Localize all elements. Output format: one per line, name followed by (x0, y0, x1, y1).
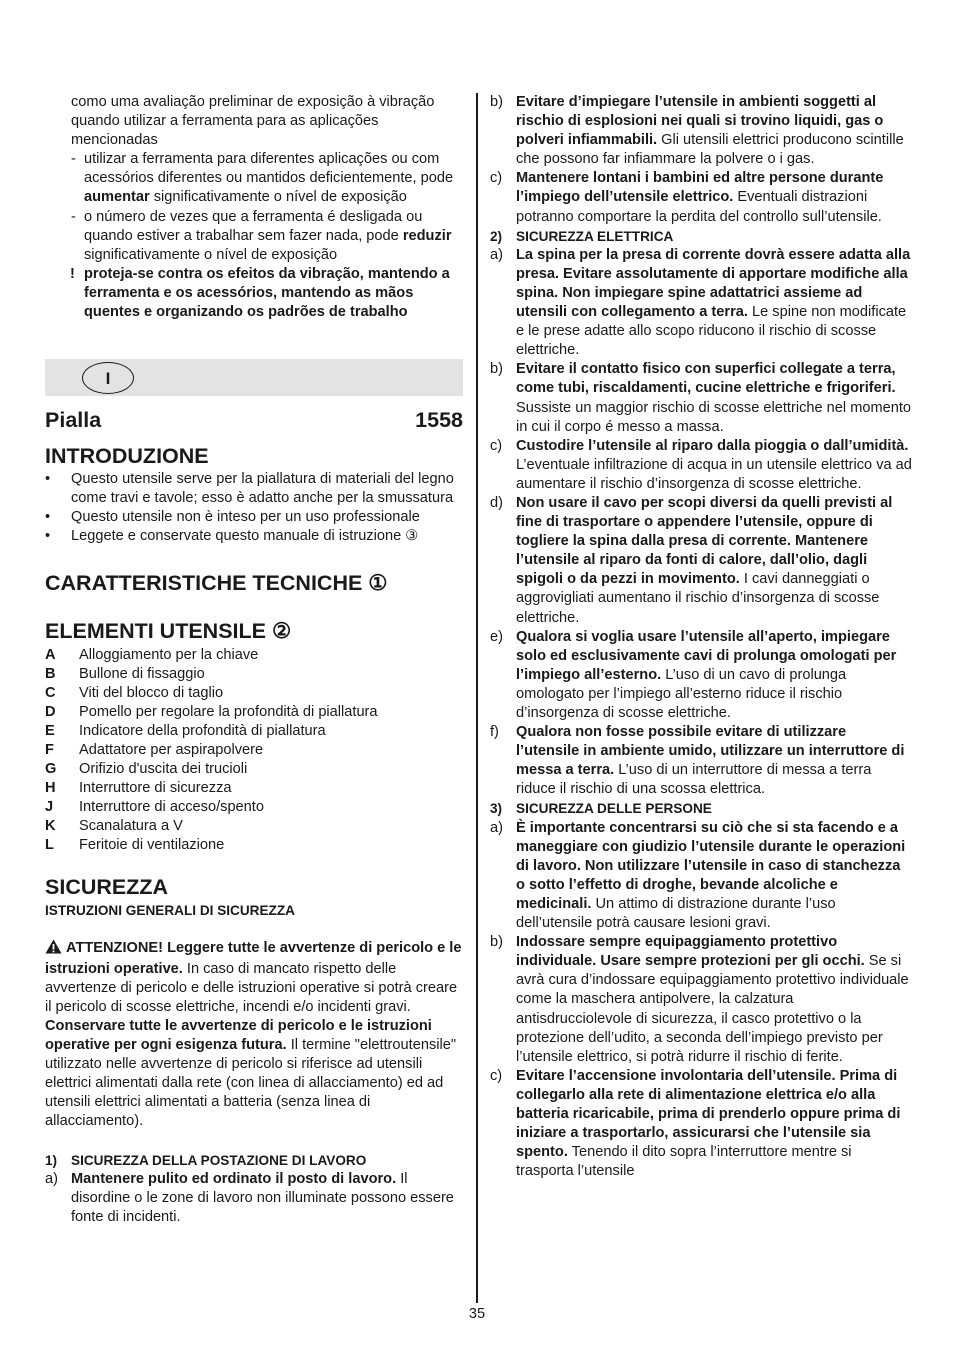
specs-heading: CARATTERISTICHE TECNICHE ① (45, 570, 388, 595)
part-item (45, 703, 463, 722)
item-label: d) (490, 494, 503, 511)
part-text: Alloggiamento per la chiave (79, 646, 259, 663)
part-letter: L (45, 837, 54, 854)
section-number: 3) (490, 801, 503, 817)
part-letter: E (45, 722, 55, 739)
pt-dash-bold: reduzir (402, 227, 452, 244)
part-text: Indicatore della profondità di piallatura (79, 722, 326, 739)
item-bold: Indossare sempre equipaggiamento protettivo individuale. Usare sempre protezioni per gli occhi. (516, 934, 865, 970)
language-bar (45, 359, 463, 396)
item-label: e) (490, 628, 503, 645)
item-text: Gli utensili elettrici producono scintille che possono far infiammare la polvere o i gas. (516, 132, 904, 168)
column-divider (476, 93, 478, 1303)
item-bold: È importante concentrarsi su ciò che si sta facendo e a maneggiare con giudizio l’utensile durante le operazioni di lavoro. Non utilizzare l’utensile in caso di stanchezza o sotto l’effetto di droghe, bevande alcoliche e medicinali. (516, 819, 906, 912)
pt-warning-text: proteja-se contra os efeitos da vibração, mantendo a ferramenta e os acessórios, mantendo as mãos quentes e organizando os padrões de trabalho (84, 265, 450, 321)
part-letter: B (45, 665, 56, 682)
electrical-item-f (490, 723, 912, 799)
intro-bullet-text: Questo utensile non è inteso per un uso professionale (71, 509, 420, 526)
intro-bullet-text: Leggete e conservate questo manuale di istruzione ③ (71, 528, 419, 545)
general-safety-subheading: ISTRUZIONI GENERALI DI SICUREZZA (45, 902, 295, 918)
item-text: Le spine non modificate e le prese adatte allo scopo riducono il rischio di scosse elettriche. (516, 304, 907, 359)
item-text: Se si avrà cura d’indossare equipaggiamento protettivo individuale come la maschera antipolvere, la calzatura antisdrucciolevole di sicurezza, il casco protettivo o la protezione dell’udito, a seconda dell’impiego previsto per l’utensile elettrico, si potrà ridurre il rischio di ferite. (516, 953, 909, 1065)
electrical-item-d (490, 494, 912, 628)
item-label: b) (490, 361, 503, 378)
part-text: Bullone di fissaggio (79, 665, 205, 682)
intro-bullet (45, 527, 463, 546)
part-item (45, 646, 463, 665)
pt-dash-text: o número de vezes que a ferramenta é desligada ou quando estiver a trabalhar sem fazer nada, pode (84, 208, 423, 244)
part-item (45, 836, 463, 855)
electrical-safety-subheading (490, 227, 912, 246)
bullet-marker: • (45, 509, 51, 526)
item-label: c) (490, 170, 503, 187)
electrical-item-e (490, 628, 912, 723)
item-label: b) (490, 934, 503, 951)
part-letter: J (45, 799, 54, 816)
part-item (45, 665, 463, 684)
electrical-item-c (490, 437, 912, 494)
part-letter: F (45, 741, 54, 758)
warning-bold-2: Conservare tutte le avvertenze di pericolo e le istruzioni operative per ogni esigenza futura. (45, 1018, 432, 1054)
item-text: Un attimo di distrazione durante l’uso dell’utensile potrà causare lesioni gravi. (516, 895, 836, 932)
item-bold: Evitare d’impiegare l’utensile in ambienti soggetti al rischio di esplosioni nei quali si trovino liquidi, gas o polveri infiammabili. (516, 94, 884, 149)
pt-dash-text: significativamente o nível de exposição (149, 189, 407, 206)
item-bold: Evitare il contatto fisico con superfici collegate a terra, come tubi, riscaldamenti, cucine elettriche e frigoriferi. (516, 361, 896, 397)
item-bold: Mantenere pulito ed ordinato il posto di lavoro. (71, 1170, 397, 1187)
product-number: 1558 (415, 408, 463, 433)
part-letter: C (45, 684, 56, 701)
item-bold: La spina per la presa di corrente dovrà essere adatta alla presa. Evitare assolutamente di apportare modifiche alla spina. Non impiegare spine adattatrici assieme ad utensili con collegamento a terra. (516, 246, 911, 321)
pt-dash-item (45, 150, 463, 207)
item-bold: Evitare l’accensione involontaria dell’utensile. Prima di collegarlo alla rete di alimentazione elettrica e/o alla batteria ricaricabile, prima di prenderlo oppure prima di iniziare a trasportarlo, assicurarsi che l’utensile sia spento. (516, 1067, 901, 1161)
intro-list (45, 470, 463, 546)
elements-heading: ELEMENTI UTENSILE ② (45, 618, 292, 643)
pt-warning-item (45, 265, 463, 322)
part-item (45, 798, 463, 817)
parts-list (45, 646, 463, 856)
item-bold: Mantenere lontani i bambini ed altre persone durante l’impiego dell’utensile elettrico. (516, 170, 884, 206)
exclamation-marker: ! (70, 265, 75, 282)
dash-marker: - (71, 208, 76, 225)
safety-heading: SICUREZZA (45, 874, 169, 899)
item-text: I cavi danneggiati o aggrovigliati aumentano il rischio d’insorgenza di scosse elettriche. (516, 571, 880, 626)
section-title: SICUREZZA DELLA POSTAZIONE DI LAVORO (71, 1152, 367, 1168)
item-bold: Non usare il cavo per scopi diversi da quelli previsti al fine di trasportare o appendere l’utensile, oppure di togliere la spina dalla presa di corrente. Mantenere l’utensile al riparo da fonti di calore, dall’olio, dagli spigoli o da pezzi in movimento. (516, 494, 893, 588)
warning-text-1: In caso di mancato rispetto delle avvertenze di pericolo e delle istruzioni operative si potrà creare il pericolo di scosse elettriche, incendi e/o incidenti gravi. (45, 960, 458, 1015)
item-text: Il disordine o le zone di lavoro non illuminate possono essere fonte di incidenti. (71, 1170, 454, 1225)
dash-marker: - (71, 151, 76, 168)
personal-item-b (490, 933, 912, 1067)
section-number: 2) (490, 228, 503, 244)
product-title-line (45, 406, 463, 434)
electrical-item-b (490, 360, 912, 436)
item-text: Tenendo il dito sopra l’interruttore mentre si trasporta l’utensile (516, 1144, 852, 1180)
part-letter: D (45, 703, 56, 720)
work-area-item-b (490, 93, 912, 169)
part-text: Interruttore di acceso/spento (79, 799, 264, 816)
part-item (45, 684, 463, 703)
part-item (45, 760, 463, 779)
right-column (490, 93, 912, 1181)
item-text: L’uso di un cavo di prolunga omologato per l’impiego all’esterno riduce il rischio d’insorgenza di scosse elettriche. (516, 666, 847, 721)
part-letter: A (45, 646, 56, 663)
section-number: 1) (45, 1152, 58, 1168)
item-bold: Custodire l’utensile al riparo dalla pioggia o dall’umidità. (516, 437, 909, 454)
item-label: a) (45, 1170, 58, 1187)
page-number: 35 (468, 1306, 486, 1322)
part-text: Interruttore di sicurezza (79, 780, 232, 797)
product-name: Pialla (45, 408, 102, 433)
item-text: L’uso di un interruttore di messa a terra riduce il rischio di una scossa elettrica. (516, 762, 872, 798)
item-text: Sussiste un maggior rischio di scosse elettriche nel momento in cui il corpo é messo a massa. (516, 399, 912, 435)
warning-triangle-icon (45, 939, 62, 960)
electrical-item-a (490, 246, 912, 361)
part-item (45, 741, 463, 760)
item-label: a) (490, 246, 503, 263)
part-letter: G (45, 761, 57, 778)
pt-dash-item (45, 208, 463, 265)
item-label: c) (490, 437, 503, 454)
intro-heading: INTRODUZIONE (45, 444, 209, 469)
intro-bullet-text: Questo utensile serve per la piallatura di materiali del legno come travi e tavole; esso è adatto anche per la smussatura (71, 471, 454, 507)
part-text: Scanalatura a V (79, 818, 183, 835)
part-text: Viti del blocco di taglio (79, 684, 224, 701)
warning-text-2: Il termine "elettroutensile" utilizzato nelle avvertenze di pericolo si riferisce ad utensili elettrici alimentati dalla rete (con linea di allacciamento) ed ad utensili elettrici alimentati a batteria (senza linea di allacciamento). (45, 1037, 457, 1130)
item-label: a) (490, 819, 503, 836)
part-text: Feritoie di ventilazione (79, 837, 225, 854)
part-letter: H (45, 780, 56, 797)
personal-item-a (490, 819, 912, 934)
work-area-subheading (45, 1151, 463, 1170)
section-title: SICUREZZA DELLE PERSONE (516, 801, 712, 817)
warning-bold-1: ATTENZIONE! Leggere tutte le avvertenze di pericolo e le istruzioni operative. (45, 939, 462, 977)
work-area-item-a (45, 1170, 463, 1227)
left-column (45, 93, 463, 1227)
part-text: Adattatore per aspirapolvere (79, 741, 264, 758)
personal-safety-subheading (490, 799, 912, 818)
part-item (45, 722, 463, 741)
item-text: L’eventuale infiltrazione di acqua in un utensile elettrico va ad aumentare il rischio d’insorgenza di scosse elettriche. (516, 456, 912, 492)
pt-dash-text: utilizar a ferramenta para diferentes aplicações ou com acessórios diferentes ou mantidos deficientemente, pode (84, 151, 454, 187)
part-text: Pomello per regolare la profondità di piallatura (79, 703, 378, 720)
item-label: b) (490, 94, 503, 110)
pt-continuation: como uma avaliação preliminar de exposição à vibração quando utilizar a ferramenta para as aplicações mencionadas (71, 94, 435, 149)
item-bold: Qualora non fosse possibile evitare di utilizzare l’utensile in ambiente umido, utilizzare un interruttore di messa a terra. (516, 724, 905, 779)
bullet-marker: • (45, 471, 51, 488)
item-bold: Qualora si voglia usare l’utensile all’aperto, impiegare solo ed esclusivamente cavi di prolunga omologati per l’impiego all’esterno. (516, 628, 897, 683)
part-letter: K (45, 818, 56, 835)
item-text: Eventuali distrazioni potranno comportare la perdita del controllo sull’utensile. (516, 189, 882, 225)
personal-item-c (490, 1067, 912, 1182)
intro-bullet (45, 508, 463, 527)
pt-dash-bold: aumentar (84, 189, 150, 206)
part-item (45, 779, 463, 798)
item-label: c) (490, 1067, 503, 1084)
part-item (45, 817, 463, 836)
pt-dash-text: significativamente o nível de exposição (84, 246, 338, 263)
part-text: Orifizio d'uscita dei trucioli (79, 761, 248, 778)
language-badge: I (82, 362, 134, 394)
item-label: f) (490, 724, 499, 741)
work-area-item-c (490, 169, 912, 226)
intro-bullet (45, 470, 463, 508)
section-title: SICUREZZA ELETTRICA (516, 228, 674, 244)
bullet-marker: • (45, 528, 51, 545)
general-warning-paragraph (45, 939, 463, 1132)
